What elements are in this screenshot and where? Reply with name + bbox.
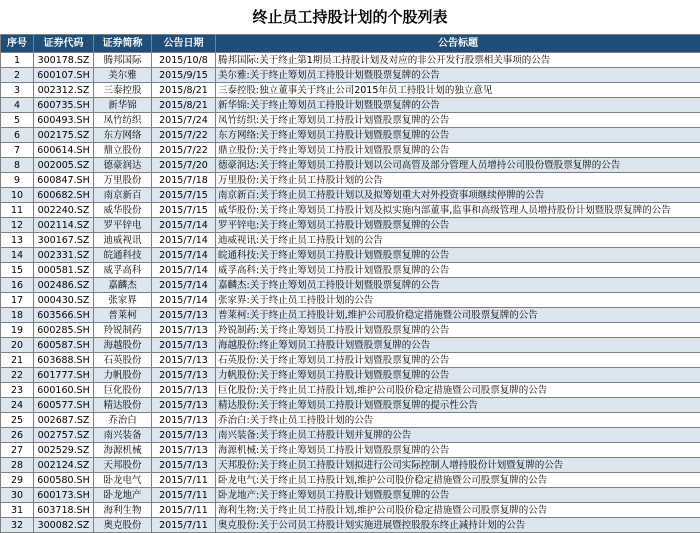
- cell-code: 002240.SZ: [34, 203, 94, 218]
- table-row: [1, 428, 700, 443]
- cell-code: 000581.SZ: [34, 263, 94, 278]
- cell-title: 卧龙地产:关于终止筹划员工持股计划暨股票复牌的公告: [216, 488, 700, 503]
- table-row: [1, 68, 700, 83]
- cell-date: 2015/7/13: [152, 308, 216, 323]
- header-title: 公告标题: [216, 35, 700, 53]
- cell-title: 嘉麟杰:关于终止筹划员工持股计划暨股票复牌的公告: [216, 278, 700, 293]
- cell-title: 海越股份:终止筹划员工持股计划暨股票复牌的公告: [216, 338, 700, 353]
- cell-name: 腾邦国际: [94, 53, 152, 68]
- table-row: [1, 518, 700, 533]
- cell-date: 2015/7/24: [152, 113, 216, 128]
- cell-name: 天邦股份: [94, 458, 152, 473]
- cell-title: 皖通科技:关于终止筹划员工持股计划暨股票复牌的公告: [216, 248, 700, 263]
- table-body: [1, 53, 700, 533]
- table-row: [1, 203, 700, 218]
- cell-name: 威华股份: [94, 203, 152, 218]
- cell-name: 卧龙地产: [94, 488, 152, 503]
- cell-index: 7: [1, 143, 34, 158]
- cell-name: 奥克股份: [94, 518, 152, 533]
- cell-index: 27: [1, 443, 34, 458]
- cell-index: 20: [1, 338, 34, 353]
- cell-code: 002757.SZ: [34, 428, 94, 443]
- cell-name: 凤竹纺织: [94, 113, 152, 128]
- cell-index: 19: [1, 323, 34, 338]
- cell-name: 威孚高科: [94, 263, 152, 278]
- table-row: [1, 248, 700, 263]
- table-row: [1, 233, 700, 248]
- table-row: [1, 158, 700, 173]
- cell-name: 鼎立股份: [94, 143, 152, 158]
- cell-title: 新华锦:关于终止筹划员工持股计划暨股票复牌的公告: [216, 98, 700, 113]
- stock-table: [0, 34, 700, 533]
- cell-code: 603688.SH: [34, 353, 94, 368]
- cell-code: 600160.SH: [34, 383, 94, 398]
- cell-name: 迪威视讯: [94, 233, 152, 248]
- header-index: 序号: [1, 35, 34, 53]
- table-row: [1, 413, 700, 428]
- cell-title: 乔治白:关于终止员工持股计划的公告: [216, 413, 700, 428]
- table-row: [1, 398, 700, 413]
- cell-name: 南京新百: [94, 188, 152, 203]
- cell-name: 海利生物: [94, 503, 152, 518]
- cell-index: 13: [1, 233, 34, 248]
- cell-code: 002331.SZ: [34, 248, 94, 263]
- cell-name: 嘉麟杰: [94, 278, 152, 293]
- header-row: [1, 35, 700, 53]
- table-row: [1, 263, 700, 278]
- cell-index: 30: [1, 488, 34, 503]
- cell-name: 三泰控股: [94, 83, 152, 98]
- cell-name: 力帆股份: [94, 368, 152, 383]
- cell-index: 2: [1, 68, 34, 83]
- cell-index: 17: [1, 293, 34, 308]
- cell-title: 卧龙电气:关于终止员工持股计划,维护公司股价稳定措施暨公司股票复牌的公告: [216, 473, 700, 488]
- cell-code: 600580.SH: [34, 473, 94, 488]
- cell-code: 600285.SH: [34, 323, 94, 338]
- cell-index: 11: [1, 203, 34, 218]
- cell-code: 002312.SZ: [34, 83, 94, 98]
- cell-title: 威孚高科:关于终止筹划员工持股计划暨股票复牌的公告: [216, 263, 700, 278]
- cell-name: 罗平锌电: [94, 218, 152, 233]
- cell-code: 600493.SH: [34, 113, 94, 128]
- cell-date: 2015/7/11: [152, 473, 216, 488]
- cell-code: 002529.SZ: [34, 443, 94, 458]
- cell-name: 卧龙电气: [94, 473, 152, 488]
- cell-code: 600173.SH: [34, 488, 94, 503]
- cell-code: 600107.SH: [34, 68, 94, 83]
- cell-name: 张家界: [94, 293, 152, 308]
- cell-index: 1: [1, 53, 34, 68]
- header-code: 证券代码: [34, 35, 94, 53]
- cell-date: 2015/7/13: [152, 458, 216, 473]
- table-row: [1, 218, 700, 233]
- cell-index: 32: [1, 518, 34, 533]
- cell-index: 22: [1, 368, 34, 383]
- cell-title: 普莱柯:关于终止员工持股计划,维护公司股价稳定措施暨公司股票复牌的公告: [216, 308, 700, 323]
- cell-date: 2015/7/13: [152, 443, 216, 458]
- cell-title: 奥克股份:关于公司员工持股计划实施进展暨控股股东终止减持计划的公告: [216, 518, 700, 533]
- cell-index: 9: [1, 173, 34, 188]
- cell-title: 羚锐制药:关于终止筹划员工持股计划暨股票复牌的公告: [216, 323, 700, 338]
- table-row: [1, 83, 700, 98]
- table-row: [1, 293, 700, 308]
- cell-name: 石英股份: [94, 353, 152, 368]
- cell-date: 2015/7/11: [152, 503, 216, 518]
- table-row: [1, 308, 700, 323]
- cell-name: 巨化股份: [94, 383, 152, 398]
- cell-title: 东方网络:关于终止筹划员工持股计划暨股票复牌的公告: [216, 128, 700, 143]
- cell-code: 603566.SH: [34, 308, 94, 323]
- cell-date: 2015/7/13: [152, 353, 216, 368]
- cell-date: 2015/7/20: [152, 158, 216, 173]
- cell-index: 28: [1, 458, 34, 473]
- cell-name: 精达股份: [94, 398, 152, 413]
- header-date: 公告日期: [152, 35, 216, 53]
- cell-title: 力帆股份:关于终止筹划员工持股计划暨股票复牌的公告: [216, 368, 700, 383]
- cell-date: 2015/7/22: [152, 143, 216, 158]
- cell-date: 2015/7/14: [152, 233, 216, 248]
- cell-date: 2015/7/14: [152, 248, 216, 263]
- cell-index: 16: [1, 278, 34, 293]
- cell-title: 凤竹纺织:关于终止筹划员工持股计划暨股票复牌的公告: [216, 113, 700, 128]
- cell-index: 21: [1, 353, 34, 368]
- cell-title: 石英股份:关于终止筹划员工持股计划暨股票复牌的公告: [216, 353, 700, 368]
- cell-title: 海利生物:关于终止员工持股计划,维护公司股价稳定措施暨公司股票复牌的公告: [216, 503, 700, 518]
- cell-title: 罗平锌电:关于终止筹划员工持股计划暨股票复牌的公告: [216, 218, 700, 233]
- cell-date: 2015/7/13: [152, 338, 216, 353]
- cell-date: 2015/7/13: [152, 323, 216, 338]
- cell-index: 31: [1, 503, 34, 518]
- cell-date: 2015/7/14: [152, 293, 216, 308]
- cell-name: 新华锦: [94, 98, 152, 113]
- table-row: [1, 368, 700, 383]
- cell-name: 海源机械: [94, 443, 152, 458]
- cell-title: 张家界:关于终止员工持股计划的公告: [216, 293, 700, 308]
- table-row: [1, 443, 700, 458]
- cell-date: 2015/10/8: [152, 53, 216, 68]
- cell-title: 三泰控股:独立董事关于终止公司2015年员工持股计划的独立意见: [216, 83, 700, 98]
- cell-index: 29: [1, 473, 34, 488]
- table-row: [1, 353, 700, 368]
- table-row: [1, 503, 700, 518]
- cell-name: 普莱柯: [94, 308, 152, 323]
- cell-index: 18: [1, 308, 34, 323]
- cell-name: 皖通科技: [94, 248, 152, 263]
- cell-code: 000430.SZ: [34, 293, 94, 308]
- cell-name: 东方网络: [94, 128, 152, 143]
- cell-title: 万里股份:关于终止员工持股计划的公告: [216, 173, 700, 188]
- cell-date: 2015/7/18: [152, 173, 216, 188]
- cell-index: 5: [1, 113, 34, 128]
- cell-index: 25: [1, 413, 34, 428]
- table-row: [1, 143, 700, 158]
- table-row: [1, 278, 700, 293]
- cell-title: 腾邦国际:关于终止第1期员工持股计划及对应的非公开发行股票相关事项的公告: [216, 53, 700, 68]
- cell-title: 精达股份:关于终止筹划员工持股计划暨股票复牌的提示性公告: [216, 398, 700, 413]
- cell-index: 12: [1, 218, 34, 233]
- cell-code: 300082.SZ: [34, 518, 94, 533]
- cell-index: 3: [1, 83, 34, 98]
- cell-index: 23: [1, 383, 34, 398]
- cell-title: 迪威视讯:关于终止员工持股计划的公告: [216, 233, 700, 248]
- table-row: [1, 323, 700, 338]
- cell-index: 6: [1, 128, 34, 143]
- cell-code: 002175.SZ: [34, 128, 94, 143]
- table-row: [1, 458, 700, 473]
- cell-index: 14: [1, 248, 34, 263]
- table-row: [1, 53, 700, 68]
- cell-name: 羚锐制药: [94, 323, 152, 338]
- cell-title: 海源机械:关于终止筹划员工持股计划暨股票复牌的公告: [216, 443, 700, 458]
- cell-index: 26: [1, 428, 34, 443]
- cell-date: 2015/8/21: [152, 98, 216, 113]
- cell-code: 600577.SH: [34, 398, 94, 413]
- cell-date: 2015/8/21: [152, 83, 216, 98]
- cell-date: 2015/7/15: [152, 203, 216, 218]
- cell-index: 4: [1, 98, 34, 113]
- cell-date: 2015/7/22: [152, 128, 216, 143]
- table-row: [1, 473, 700, 488]
- table-row: [1, 338, 700, 353]
- cell-name: 乔治白: [94, 413, 152, 428]
- cell-date: 2015/7/11: [152, 488, 216, 503]
- table-row: [1, 113, 700, 128]
- cell-code: 600847.SH: [34, 173, 94, 188]
- table-row: [1, 383, 700, 398]
- table-row: [1, 188, 700, 203]
- cell-title: 天邦股份:关于终止员工持股计划拟进行公司实际控制人增持股份计划暨复牌的公告: [216, 458, 700, 473]
- cell-title: 德豪润达:关于终止筹划员工持股计划以公司高管及部分管理人员增持公司股份暨股票复牌的公告: [216, 158, 700, 173]
- table-row: [1, 488, 700, 503]
- table-row: [1, 98, 700, 113]
- cell-index: 8: [1, 158, 34, 173]
- cell-code: 603718.SH: [34, 503, 94, 518]
- cell-date: 2015/7/14: [152, 218, 216, 233]
- cell-date: 2015/7/14: [152, 263, 216, 278]
- cell-code: 600735.SH: [34, 98, 94, 113]
- header-name: 证券简称: [94, 35, 152, 53]
- cell-date: 2015/7/13: [152, 368, 216, 383]
- cell-code: 600682.SH: [34, 188, 94, 203]
- cell-title: 鼎立股份:关于终止筹划员工持股计划暨股票复牌的公告: [216, 143, 700, 158]
- cell-code: 600587.SH: [34, 338, 94, 353]
- cell-code: 300167.SZ: [34, 233, 94, 248]
- cell-code: 002005.SZ: [34, 158, 94, 173]
- cell-date: 2015/7/11: [152, 518, 216, 533]
- cell-code: 002687.SZ: [34, 413, 94, 428]
- cell-code: 002486.SZ: [34, 278, 94, 293]
- cell-code: 601777.SH: [34, 368, 94, 383]
- table-row: [1, 128, 700, 143]
- cell-date: 2015/7/13: [152, 383, 216, 398]
- cell-code: 002114.SZ: [34, 218, 94, 233]
- cell-index: 15: [1, 263, 34, 278]
- cell-title: 南兴装备:关于终止员工持股计划并复牌的公告: [216, 428, 700, 443]
- cell-title: 美尔雅:关于终止筹划员工持股计划暨股票复牌的公告: [216, 68, 700, 83]
- cell-date: 2015/9/15: [152, 68, 216, 83]
- cell-date: 2015/7/15: [152, 188, 216, 203]
- cell-name: 海越股份: [94, 338, 152, 353]
- cell-date: 2015/7/13: [152, 428, 216, 443]
- cell-date: 2015/7/13: [152, 413, 216, 428]
- cell-code: 300178.SZ: [34, 53, 94, 68]
- sheet-title: 终止员工持股计划的个股列表: [0, 0, 700, 34]
- cell-index: 24: [1, 398, 34, 413]
- cell-name: 南兴装备: [94, 428, 152, 443]
- table-row: [1, 173, 700, 188]
- cell-title: 南京新百:关于终止员工持股计划以及拟筹划重大对外投资事项继续停牌的公告: [216, 188, 700, 203]
- cell-title: 威华股份:关于终止筹划员工持股计划及拟实施内部董事,监事和高级管理人员增持股份计划暨股票复牌的公告: [216, 203, 700, 218]
- cell-date: 2015/7/14: [152, 278, 216, 293]
- cell-title: 巨化股份:关于终止员工持股计划,维护公司股价稳定措施暨公司股票复牌的公告: [216, 383, 700, 398]
- cell-name: 万里股份: [94, 173, 152, 188]
- cell-name: 德豪润达: [94, 158, 152, 173]
- cell-code: 002124.SZ: [34, 458, 94, 473]
- cell-code: 600614.SH: [34, 143, 94, 158]
- cell-name: 美尔雅: [94, 68, 152, 83]
- cell-date: 2015/7/13: [152, 398, 216, 413]
- cell-index: 10: [1, 188, 34, 203]
